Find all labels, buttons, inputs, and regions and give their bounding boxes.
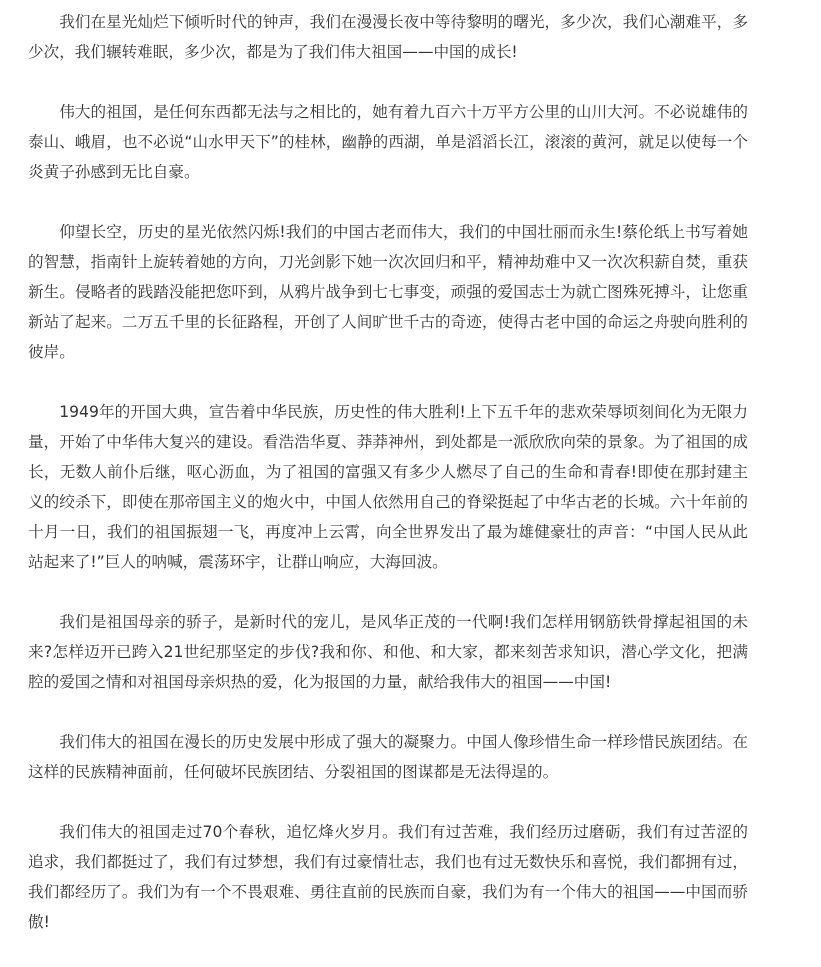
paragraph-3: 仰望长空，历史的星光依然闪烁!我们的中国古老而伟大，我们的中国壮丽而永生!蔡伦纸上书写着她的智慧，指南针上旋转着她的方向，刀光剑影下她一次次回归和平，精神劫难中又一次次积薪自焚，重获新生。侵略者的践踏没能把您吓到，从鸦片战争到七七事变，顽强的爱国志士为就亡图殊死搏斗，让您重新站了起来。二万五千里的长征路程，开创了人间旷世千古的奇迹，使得古老中国的命运之舟驶向胜利的彼岸。 xyxy=(28,223,748,361)
paragraph-7: 我们伟大的祖国走过70个春秋，追忆烽火岁月。我们有过苦难，我们经历过磨砺，我们有过苦涩的追求，我们都挺过了，我们有过梦想，我们有过豪情壮志，我们也有过无数快乐和喜悦，我们都拥有过，我们都经历了。我们为有一个不畏艰难、勇往直前的民族而自豪，我们为有一个伟大的祖国——中国而骄傲! xyxy=(28,823,748,931)
article-body xyxy=(28,7,748,967)
paragraph-5: 我们是祖国母亲的骄子，是新时代的宠儿，是风华正茂的一代啊!我们怎样用钢筋铁骨撑起祖国的未来?怎样迈开已跨入21世纪那坚定的步伐?我和你、和他、和大家，都来刻苦求知识，潜心学文化，把满腔的爱国之情和对祖国母亲炽热的爱，化为报国的力量，献给我伟大的祖国——中国! xyxy=(28,613,748,691)
paragraph-4: 1949年的开国大典，宣告着中华民族，历史性的伟大胜利!上下五千年的悲欢荣辱顷刻间化为无限力量，开始了中华伟大复兴的建设。看浩浩华夏、莽莽神州，到处都是一派欣欣向荣的景象。为了祖国的成长，无数人前仆后继，呕心沥血，为了祖国的富强又有多少人燃尽了自己的生命和青春!即使在那封建主义的绞杀下，即使在那帝国主义的炮火中，中国人依然用自己的脊梁挺起了中华古老的长城。六十年前的十月一日，我们的祖国振翅一飞，再度冲上云霄，向全世界发出了最为雄健豪壮的声音：“中国人民从此站起来了!”巨人的呐喊，震荡环宇，让群山响应，大海回波。 xyxy=(28,403,748,571)
paragraph-6: 我们伟大的祖国在漫长的历史发展中形成了强大的凝聚力。中国人像珍惜生命一样珍惜民族团结。在这样的民族精神面前，任何破坏民族团结、分裂祖国的图谋都是无法得逞的。 xyxy=(28,733,748,781)
paragraph-2: 伟大的祖国，是任何东西都无法与之相比的，她有着九百六十万平方公里的山川大河。不必说雄伟的泰山、峨眉，也不必说“山水甲天下”的桂林，幽静的西湖，单是滔滔长江，滚滚的黄河，就足以使每一个炎黄子孙感到无比自豪。 xyxy=(28,103,748,181)
paragraph-1: 我们在星光灿烂下倾听时代的钟声，我们在漫漫长夜中等待黎明的曙光，多少次，我们心潮难平，多少次，我们辗转难眠，多少次，都是为了我们伟大祖国——中国的成长! xyxy=(28,13,748,61)
